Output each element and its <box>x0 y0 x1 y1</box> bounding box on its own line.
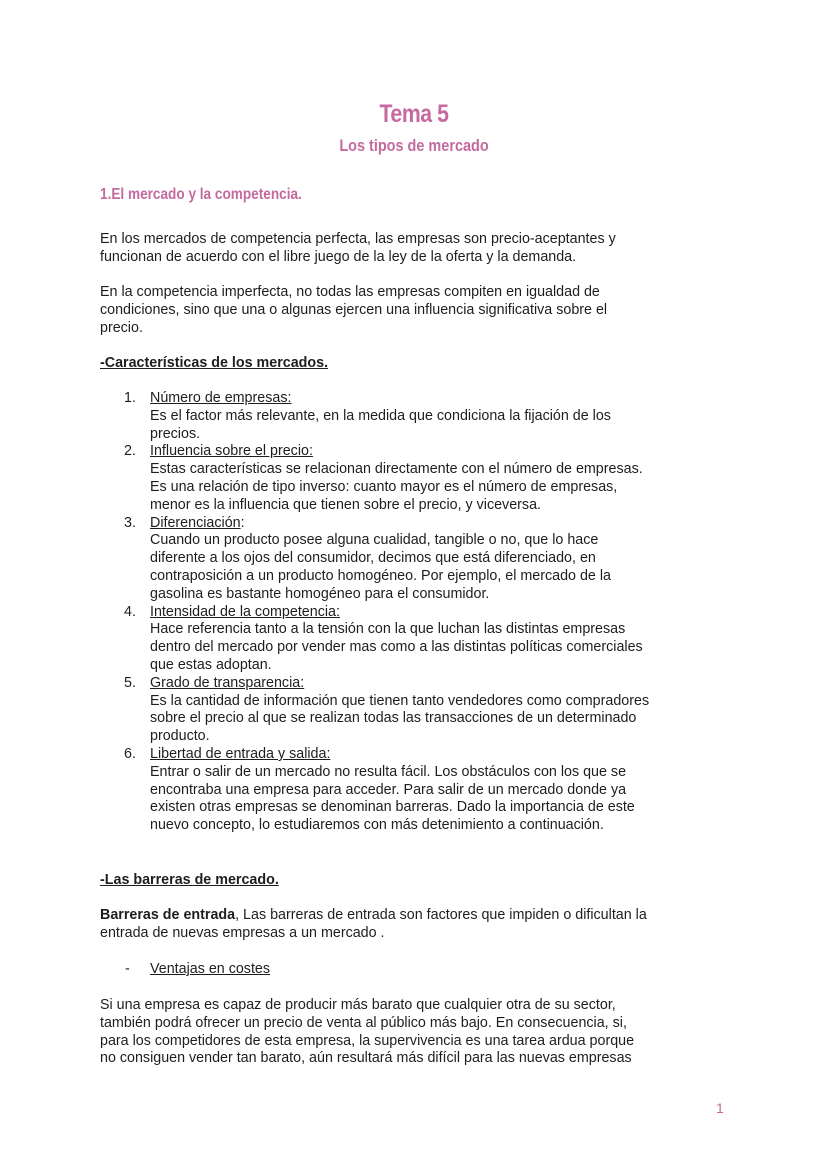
bullet-ventajas <box>100 961 270 979</box>
list-number: 6. <box>124 745 136 762</box>
document-subtitle: Los tipos de mercado <box>339 136 489 155</box>
item-title: Número de empresas: <box>150 390 292 406</box>
bullet-dash: - <box>125 961 130 977</box>
text-line: menor es la influencia que tienen sobre el precio, y viceversa. <box>150 496 541 513</box>
text-line: Hace referencia tanto a la tensión con la que luchan las distintas empresas <box>150 621 626 638</box>
page-number: 1 <box>716 1100 724 1116</box>
text-line: funcionan de acuerdo con el libre juego de la ley de la oferta y la demanda. <box>100 248 577 265</box>
bold-term: Barreras de entrada <box>100 907 236 923</box>
text-line: dentro del mercado por vender mas como a las distintas políticas comerciales <box>150 639 643 656</box>
text-line: precios. <box>150 425 201 442</box>
list-item <box>100 443 649 514</box>
item-title: Grado de transparencia: <box>150 674 305 691</box>
text-line: encontraba una empresa para acceder. Para salir de un mercado donde ya <box>150 781 627 798</box>
text-line: nuevo concepto, lo estudiaremos con más detenimiento a continuación. <box>150 817 604 834</box>
list-number: 4. <box>124 603 136 620</box>
list-number: 3. <box>124 514 136 531</box>
text: , Las barreras de entrada son factores que impiden o dificultan la <box>235 907 647 923</box>
list-item <box>100 390 649 443</box>
list-item <box>100 746 649 835</box>
text-line: Es el factor más relevante, en la medida que condiciona la fijación de los <box>150 407 611 424</box>
text-line: no consiguen vender tan barato, aún resultará más difícil para las nuevas empresas <box>100 1050 632 1067</box>
text-line: también podrá ofrecer un precio de venta al público más bajo. En consecuencia, si, <box>100 1014 627 1031</box>
text-line: existen otras empresas se denominan barreras. Dado la importancia de este <box>150 799 635 816</box>
paragraph-ventajas <box>100 997 634 1068</box>
paragraph-perfect-competition <box>100 231 616 267</box>
text-line: producto. <box>150 728 210 745</box>
text-line: entrada de nuevas empresas a un mercado . <box>100 924 385 941</box>
list-number: 2. <box>124 443 136 460</box>
item-title-suffix: : <box>240 514 245 531</box>
item-title: Diferenciación <box>150 514 241 531</box>
list-item <box>100 604 649 675</box>
paragraph-imperfect-competition <box>100 284 607 337</box>
text-line: Es la cantidad de información que tienen tanto vendedores como compradores <box>150 692 650 709</box>
list-number: 5. <box>124 674 136 691</box>
text-line: Es una relación de tipo inverso: cuanto mayor es el número de empresas, <box>150 478 618 495</box>
text-line: sobre el precio al que se realizan todas las transacciones de un determinado <box>150 710 637 727</box>
item-title: Libertad de entrada y salida: <box>150 745 331 762</box>
text-line: En la competencia imperfecta, no todas las empresas compiten en igualdad de <box>100 284 600 300</box>
text-line: precio. <box>100 319 143 336</box>
document-title: Tema 5 <box>379 100 449 128</box>
text-line: condiciones, sino que una o algunas ejercen una influencia significativa sobre el <box>100 301 608 318</box>
list-item <box>100 515 649 604</box>
text-line: que estas adoptan. <box>150 656 272 673</box>
text-line: Si una empresa es capaz de producir más barato que cualquier otra de su sector, <box>100 997 616 1013</box>
text-line: diferente a los ojos del consumidor, decimos que está diferenciado, en <box>150 550 596 567</box>
subheading-barreras: -Las barreras de mercado. <box>100 872 279 888</box>
subheading-caracteristicas: -Características de los mercados. <box>100 355 329 371</box>
paragraph-barreras <box>100 907 647 943</box>
text-line: para los competidores de esta empresa, la supervivencia es una tarea ardua porque <box>100 1032 635 1049</box>
bullet-label: Ventajas en costes <box>150 961 271 977</box>
text-line: Cuando un producto posee alguna cualidad, tangible o no, que lo hace <box>150 532 599 549</box>
text-line: Estas características se relacionan directamente con el número de empresas. <box>150 461 643 478</box>
list-item <box>100 675 649 746</box>
characteristics-list <box>100 390 649 835</box>
text-line: contraposición a un producto homogéneo. Por ejemplo, el mercado de la <box>150 567 611 584</box>
item-title: Intensidad de la competencia: <box>150 603 340 620</box>
text-line: gasolina es bastante homogéneo para el consumidor. <box>150 585 490 602</box>
section-heading: 1.El mercado y la competencia. <box>100 186 302 203</box>
list-number: 1. <box>124 390 136 406</box>
item-title: Influencia sobre el precio: <box>150 443 313 460</box>
text-line: Entrar o salir de un mercado no resulta fácil. Los obstáculos con los que se <box>150 763 627 780</box>
text-line: En los mercados de competencia perfecta, las empresas son precio-aceptantes y <box>100 231 616 247</box>
